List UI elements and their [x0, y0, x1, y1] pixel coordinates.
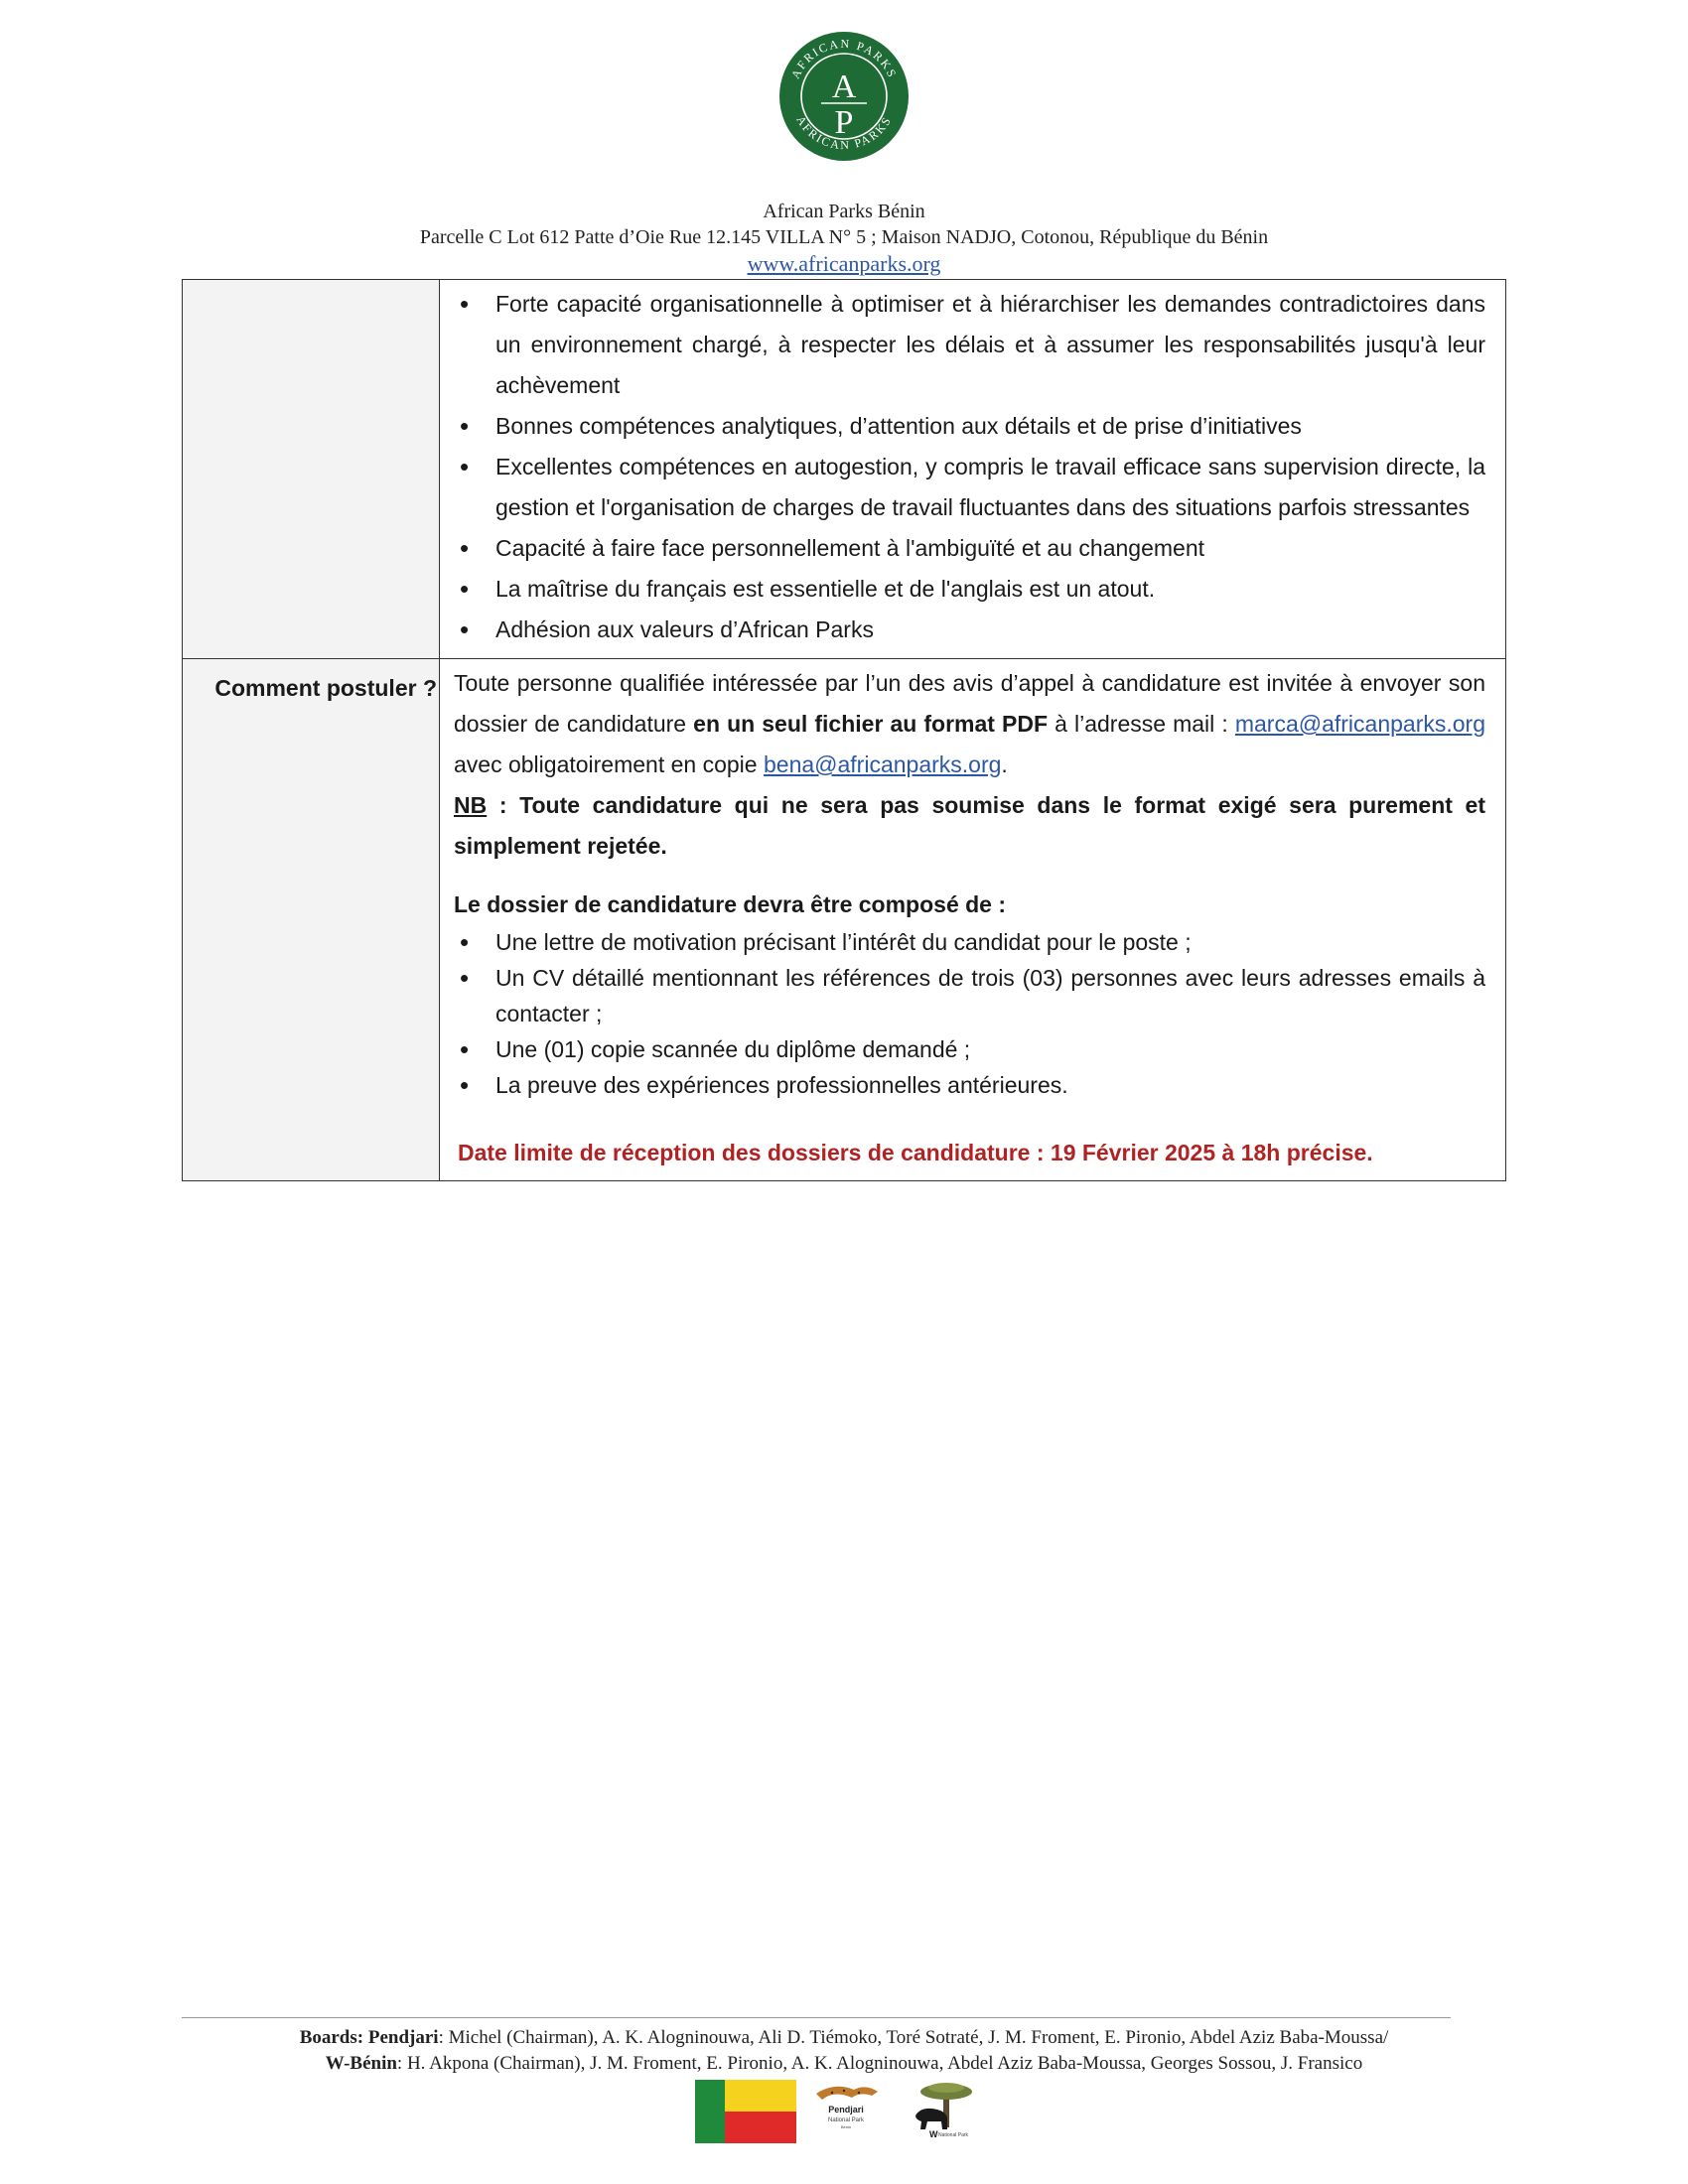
- wbenin-members: : H. Akpona (Chairman), J. M. Froment, E. Pironio, A. K. Alogninouwa, Abdel Aziz Baba-Moussa, Georges Sossou, J. Fransico: [396, 2053, 1363, 2074]
- list-item: • Capacité à faire face personnellement à l'ambiguïté et au changement: [454, 528, 1485, 569]
- footer-divider: [182, 2017, 1451, 2018]
- boards-label: Boards:: [299, 2027, 364, 2048]
- logo-letter-a: A: [831, 68, 857, 105]
- apply-text: .: [1001, 751, 1008, 777]
- logo-text-bottom: AFRICAN PARKS: [793, 113, 895, 153]
- benin-flag-icon: [695, 2080, 796, 2143]
- pendjari-logo-country: Bénin: [840, 2124, 852, 2129]
- boards-text: [0, 2025, 1688, 2077]
- org-name: African Parks Bénin: [763, 201, 925, 222]
- list-item: • Une (01) copie scannée du diplôme demandé ;: [454, 1031, 1485, 1067]
- org-address: Parcelle C Lot 612 Patte d’Oie Rue 12.145 VILLA N° 5 ; Maison NADJO, Cotonou, République du Bénin: [419, 226, 1269, 248]
- requirements-content-cell: [440, 280, 1506, 659]
- apply-text: Toute personne qualifiée intéressée par l’un des avis d’appel à candidature est invitée à envoyer son dossier de candidature: [454, 670, 1485, 737]
- list-item: • La preuve des expériences professionnelles antérieures.: [454, 1067, 1485, 1103]
- list-item: • Excellentes compétences en autogestion, y compris le travail efficace sans supervision directe, la gestion et l'organisation de charges de travail fluctuantes dans des situations parfois stressantes: [454, 447, 1485, 528]
- letterhead: [0, 30, 1688, 278]
- nb-label: NB: [454, 792, 488, 818]
- w-logo-letter: W: [929, 2129, 938, 2139]
- requirements-label-cell: [183, 280, 440, 659]
- job-details-table: [182, 279, 1506, 1181]
- dossier-heading: Le dossier de candidature devra être composé de :: [454, 891, 1007, 917]
- apply-instructions: [454, 663, 1485, 785]
- apply-text: à l’adresse mail :: [1048, 711, 1235, 737]
- email-link-marca[interactable]: marca@africanparks.org: [1234, 711, 1485, 737]
- apply-content-cell: [440, 659, 1506, 1181]
- wbenin-label: W-Bénin: [325, 2053, 397, 2074]
- pendjari-label: Pendjari: [367, 2027, 439, 2048]
- apply-label-cell: [183, 659, 440, 1181]
- nb-text: : Toute candidature qui ne sera pas soumise dans le format exigé sera purement et simplement rejetée.: [454, 792, 1485, 859]
- requirements-list: [454, 284, 1485, 650]
- logo-text-top: AFRICAN PARKS: [787, 36, 901, 81]
- logo-letter-p: P: [834, 104, 854, 141]
- list-item: • Une lettre de motivation précisant l’intérêt du candidat pour le poste ;: [454, 924, 1485, 960]
- list-item: • Forte capacité organisationnelle à optimiser et à hiérarchiser les demandes contradictoires dans un environnement chargé, à respecter les délais et à assumer les responsabilités jusqu'à leur achèvement: [454, 284, 1485, 406]
- apply-text: avec obligatoirement en copie: [454, 751, 764, 777]
- pendjari-members: : Michel (Chairman), A. K. Alogninouwa, Ali D. Tiémoko, Toré Sotraté, J. M. Froment, E. Pironio, Abdel Aziz Baba-Moussa/: [438, 2027, 1389, 2048]
- website-link[interactable]: www.africanparks.org: [747, 251, 941, 276]
- african-parks-logo: [777, 30, 911, 163]
- dossier-list: [454, 924, 1485, 1103]
- list-item: • La maîtrise du français est essentielle et de l'anglais est un atout.: [454, 569, 1485, 610]
- list-item: • Adhésion aux valeurs d’African Parks: [454, 610, 1485, 650]
- w-logo-text: National Park: [938, 2132, 969, 2138]
- requirements-row: [183, 280, 1506, 659]
- list-item: • Un CV détaillé mentionnant les références de trois (03) personnes avec leurs adresses emails à contacter ;: [454, 960, 1485, 1031]
- nb-notice: [454, 785, 1485, 867]
- email-link-bena[interactable]: bena@africanparks.org: [763, 751, 1002, 777]
- deadline-notice: Date limite de réception des dossiers de candidature : 19 Février 2025 à 18h précise.: [458, 1140, 1373, 1165]
- pendjari-logo: [816, 2087, 878, 2129]
- pendjari-logo-text: Pendjari: [828, 2105, 864, 2115]
- list-item: • Bonnes compétences analytiques, d’attention aux détails et de prise d’initiatives: [454, 406, 1485, 447]
- partner-logos: [695, 2080, 1013, 2149]
- apply-row: [183, 659, 1506, 1181]
- pendjari-logo-subtext: National Park: [827, 2117, 865, 2123]
- w-national-park-logo: [915, 2083, 972, 2139]
- pdf-format-text: en un seul fichier au format PDF: [693, 711, 1049, 737]
- apply-label: Comment postuler ?: [214, 675, 437, 701]
